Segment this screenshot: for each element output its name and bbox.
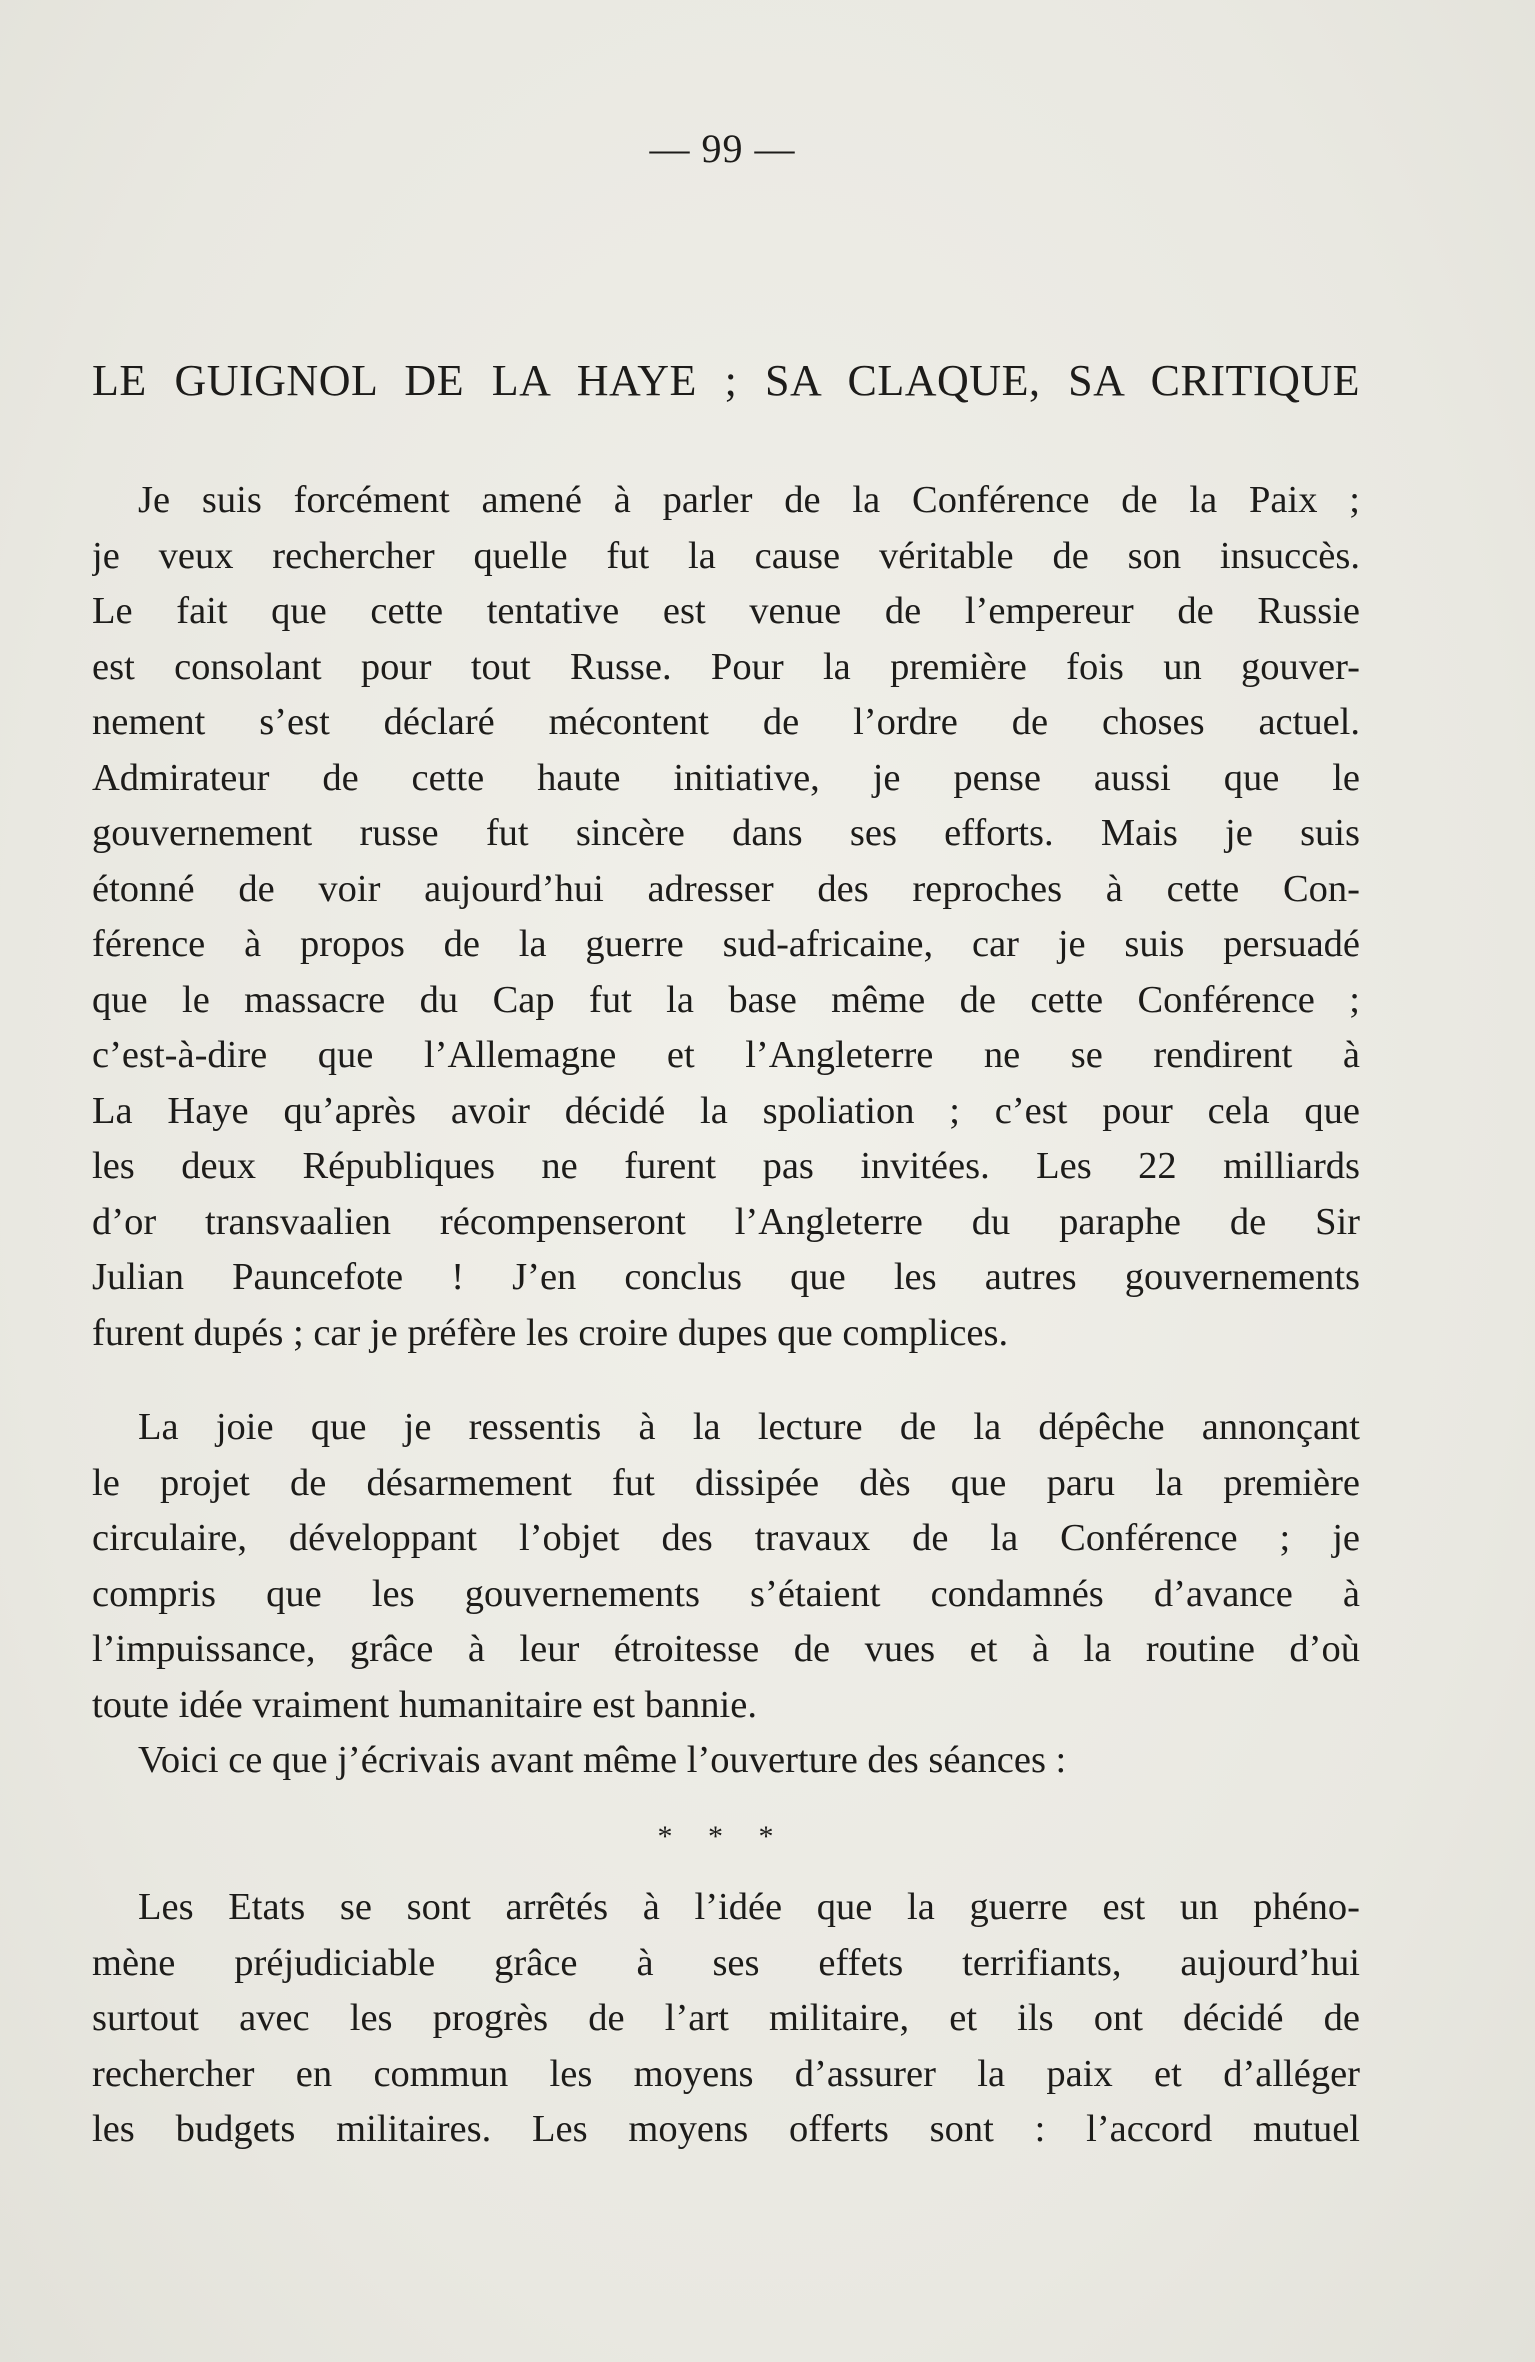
text-line: étonné de voir aujourd’hui adresser des reproches à cette Con- [92, 867, 1360, 910]
text-line: Voici ce que j’écrivais avant même l’ouverture des séances : [138, 1739, 1067, 1781]
text-line: Le fait que cette tentative est venue de l’empereur de Russie [92, 590, 1360, 632]
text-line: d’or transvaalien récompenseront l’Angleterre du paraphe de Sir [92, 1200, 1360, 1243]
text-line: surtout avec les progrès de l’art militaire, et ils ont décidé de [92, 1997, 1360, 2039]
paragraph-3 [92, 1733, 1360, 1789]
text-line: l’impuissance, grâce à leur étroitesse de vues et à la routine d’où [92, 1628, 1360, 1670]
text-line: rechercher en commun les moyens d’assurer la paix et d’alléger [92, 2052, 1360, 2095]
text-line: Admirateur de cette haute initiative, je pense aussi que le [92, 756, 1360, 799]
text-line: Julian Pauncefote ! J’en conclus que les autres gouvernements [92, 1256, 1360, 1298]
text-line: mène préjudiciable grâce à ses effets terrifiants, aujourd’hui [92, 1941, 1360, 1984]
text-line: La Haye qu’après avoir décidé la spoliation ; c’est pour cela que [92, 1089, 1360, 1132]
text-line: le projet de désarmement fut dissipée dès que paru la première [92, 1461, 1360, 1504]
text-line: furent dupés ; car je préfère les croire dupes que complices. [92, 1311, 1009, 1354]
text-line: circulaire, développant l’objet des travaux de la Conférence ; je [92, 1517, 1360, 1559]
text-line: nement s’est déclaré mécontent de l’ordre de choses actuel. [92, 701, 1360, 743]
paragraph-1 [92, 473, 1360, 1361]
text-line: les budgets militaires. Les moyens offerts sont : l’accord mutuel [92, 2108, 1360, 2150]
text-line: les deux Républiques ne furent pas invitées. Les 22 milliards [92, 1145, 1360, 1187]
text-line: gouvernement russe fut sincère dans ses efforts. Mais je suis [92, 812, 1360, 854]
text-line: c’est-à-dire que l’Allemagne et l’Angleterre ne se rendirent à [92, 1034, 1360, 1076]
page-number: — 99 — [649, 126, 796, 171]
paragraph-2 [92, 1400, 1360, 1733]
text-line: Les Etats se sont arrêtés à l’idée que la guerre est un phéno- [138, 1886, 1360, 1928]
text-line: férence à propos de la guerre sud-africaine, car je suis persuadé [92, 923, 1360, 965]
paragraph-4 [92, 1880, 1360, 2158]
text-line: que le massacre du Cap fut la base même de cette Conférence ; [92, 978, 1360, 1021]
text-line: je veux rechercher quelle fut la cause véritable de son insuccès. [92, 534, 1360, 577]
text-line: La joie que je ressentis à la lecture de la dépêche annonçant [138, 1406, 1360, 1448]
section-separator: * * * [657, 1820, 788, 1853]
text-line: Je suis forcément amené à parler de la Conférence de la Paix ; [138, 479, 1360, 521]
text-line: toute idée vraiment humanitaire est bannie. [92, 1683, 757, 1726]
chapter-heading: LE GUIGNOL DE LA HAYE ; SA CLAQUE, SA CRITIQUE [92, 356, 1360, 405]
text-line: est consolant pour tout Russe. Pour la première fois un gouver- [92, 645, 1360, 688]
text-line: compris que les gouvernements s’étaient condamnés d’avance à [92, 1572, 1360, 1615]
